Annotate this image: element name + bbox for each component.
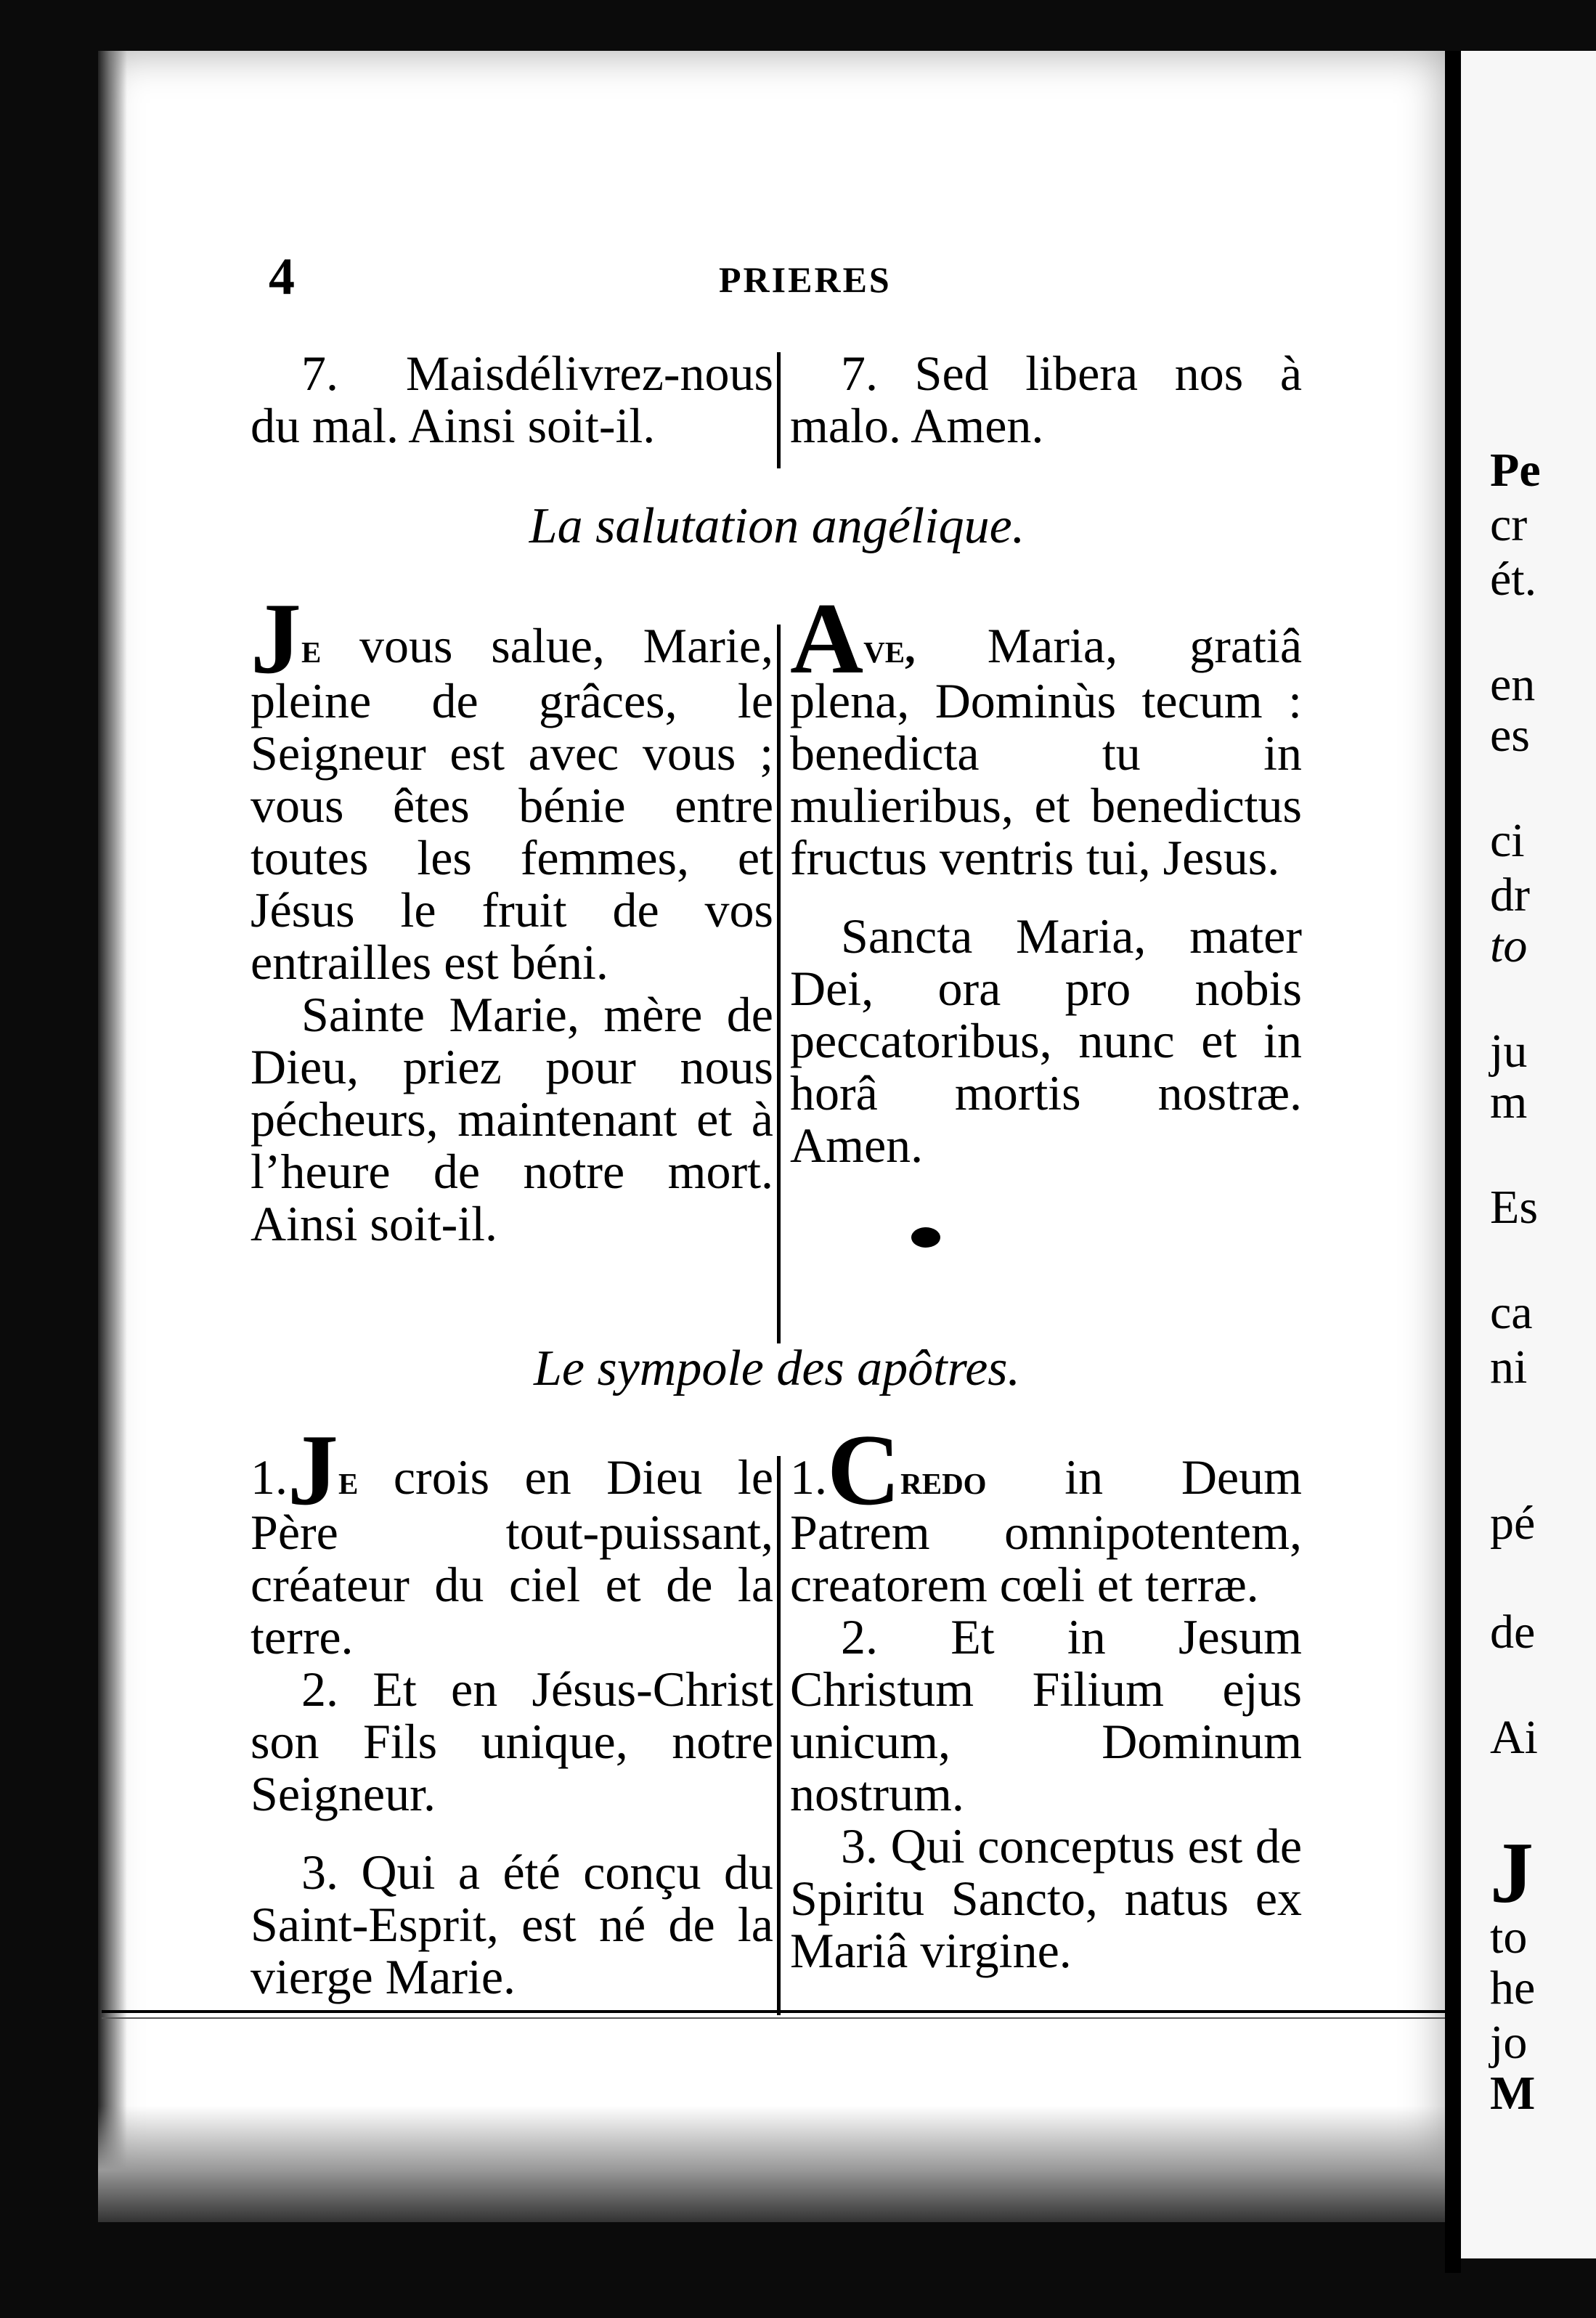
adjacent-fragment: Ai — [1490, 1711, 1538, 1764]
salutation-la-p1 — [790, 582, 1302, 885]
symbole-fr — [251, 1414, 773, 2004]
small-caps: redo — [900, 1456, 987, 1503]
drop-cap: C — [827, 1414, 901, 1526]
section-title-symbole: Le sympole des apôtres. — [533, 1341, 1021, 1396]
salutation-fr-p2: Sainte Marie, mère de Dieu, priez pour nous pécheurs, maintenant et à l’heure de notre mort. Ainsi soit-il. — [251, 987, 773, 1251]
salutation-la-p2: Sancta Maria, mater Dei, ora pro nobis peccatoribus, nunc et in horâ mortis nostræ. Amen. — [790, 908, 1302, 1173]
salutation-la — [790, 582, 1302, 1173]
symbole-la — [790, 1414, 1302, 1978]
symbole-la-2: 2. Et in Jesum Christum Filium ejus unicum, Dominum nostrum. — [790, 1609, 1302, 1821]
column-divider — [777, 625, 781, 1343]
opening-la-text: 7. Sed libera nos à malo. Amen. — [790, 346, 1302, 453]
adjacent-fragment: m — [1490, 1075, 1528, 1128]
page-shadow-bottom — [98, 2106, 1445, 2222]
adjacent-fragment: J — [1490, 1824, 1534, 1921]
article-number: 1. — [790, 1449, 827, 1505]
page-number: 4 — [269, 248, 295, 306]
adjacent-fragment: ni — [1490, 1341, 1528, 1394]
book-gutter — [1445, 51, 1461, 2273]
symbole-la-3: 3. Qui conceptus est de Spiritu Sancto, natus ex Mariâ virgine. — [790, 1818, 1302, 1978]
adjacent-fragment: to — [1490, 919, 1528, 972]
adjacent-fragment: Pe — [1490, 444, 1541, 497]
adjacent-page — [1461, 51, 1596, 2258]
adjacent-fragment: jo — [1490, 2016, 1528, 2069]
opening-fr — [251, 347, 773, 452]
adjacent-fragment: M — [1490, 2067, 1536, 2120]
opening-fr-text: 7. Maisdélivrez-nous du mal. Ainsi soit-il. — [251, 346, 773, 453]
salutation-fr-p1 — [251, 582, 773, 990]
salutation-fr-p1-text: vous salue, Marie, pleine de grâces, le Seigneur est avec vous ; vous êtes bénie entre toutes les femmes, et Jésus le fruit de vos entrailles est béni. — [251, 618, 773, 990]
article-number: 1. — [251, 1449, 288, 1505]
page-header — [269, 247, 1329, 312]
adjacent-fragment: cr — [1490, 498, 1528, 551]
ink-blot — [911, 1227, 940, 1248]
adjacent-fragment: dr — [1490, 869, 1530, 922]
drop-cap: A — [790, 582, 864, 695]
column-divider — [777, 352, 781, 468]
symbole-fr-1-text: crois en Dieu le Père tout-puissant, créateur du ciel et de la terre. — [251, 1449, 773, 1664]
symbole-la-1 — [790, 1414, 1302, 1612]
running-title: PRIERES — [719, 259, 892, 300]
salutation-la-p1-text: Maria, gratiâ plena, Dominùs tecum : benedicta tu in mulieribus, et benedictus fructus ventris tui, Jesus. — [790, 618, 1302, 885]
adjacent-fragment: en — [1490, 658, 1536, 711]
salutation-fr — [251, 582, 773, 1251]
small-caps: ve, — [863, 625, 916, 672]
small-caps: e — [301, 625, 322, 672]
symbole-fr-3: 3. Qui a été conçu du Saint-Esprit, est né de la vierge Marie. — [251, 1845, 773, 2004]
page-shadow-left — [98, 51, 127, 2222]
adjacent-fragment: he — [1490, 1961, 1536, 2014]
bottom-rule — [102, 2017, 1445, 2019]
symbole-fr-2: 2. Et en Jésus-Christ son Fils unique, notre Seigneur. — [251, 1662, 773, 1821]
symbole-fr-1 — [251, 1414, 773, 1664]
section-title-salutation: La salutation angélique. — [529, 498, 1025, 554]
adjacent-fragment: ét. — [1490, 553, 1537, 606]
opening-la — [790, 347, 1302, 452]
adjacent-fragment: ci — [1490, 814, 1525, 867]
symbole-la-1-text: in Deum Patrem omnipotentem, creatorem cœli et terræ. — [790, 1449, 1302, 1612]
adjacent-fragment: Es — [1490, 1181, 1538, 1234]
drop-cap: J — [288, 1414, 338, 1526]
drop-cap: J — [251, 582, 301, 695]
adjacent-fragment: de — [1490, 1606, 1536, 1659]
adjacent-fragment: pé — [1490, 1497, 1536, 1550]
adjacent-fragment: ca — [1490, 1286, 1533, 1339]
adjacent-fragment: es — [1490, 709, 1530, 762]
adjacent-fragment: to — [1490, 1911, 1528, 1964]
bottom-rule — [102, 2010, 1445, 2013]
adjacent-fragment: ju — [1490, 1025, 1528, 1078]
column-divider — [777, 1456, 781, 2015]
small-caps: e — [338, 1456, 359, 1503]
